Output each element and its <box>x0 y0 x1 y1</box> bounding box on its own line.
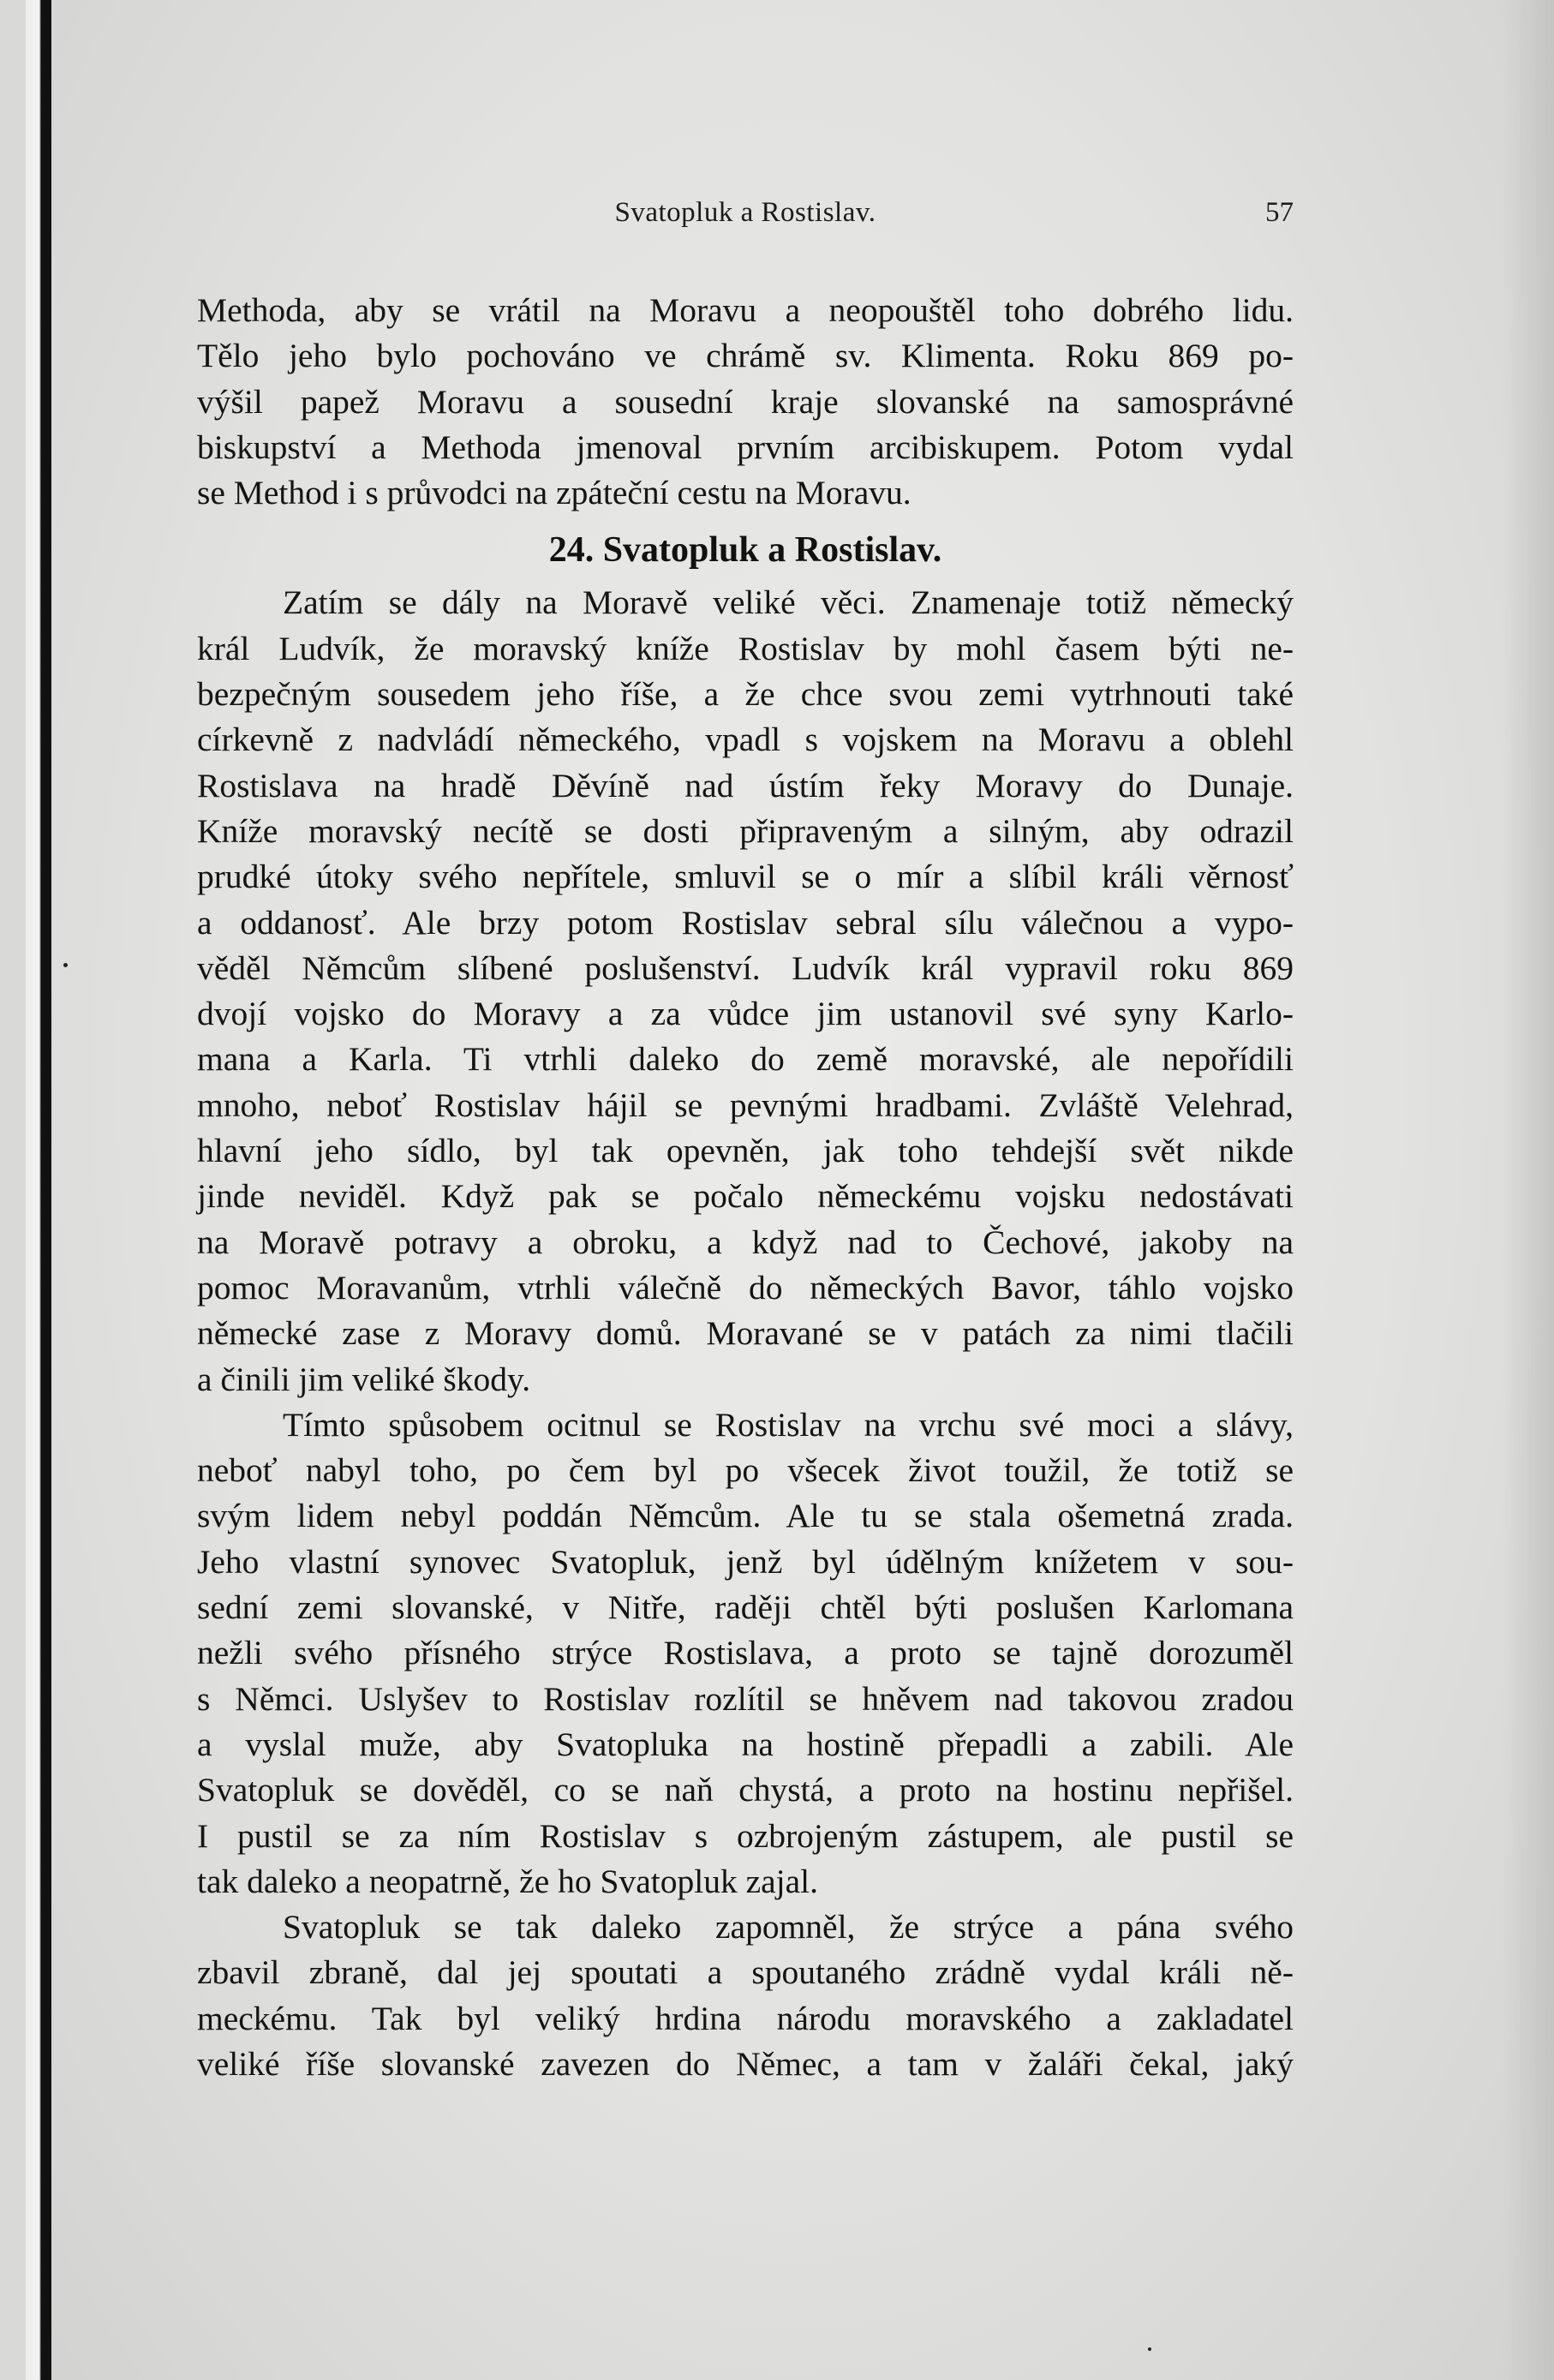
page-number: 57 <box>1265 197 1294 228</box>
text-line: se Method i s průvodci na zpáteční cestu na Moravu. <box>197 474 911 512</box>
text-line: mana a Karla. Ti vtrhli daleko do země moravské, ale nepořídili <box>197 1040 1294 1079</box>
text-line: svým lidem nebyl poddán Němcům. Ale tu se stala ošemetná zrada. <box>197 1497 1294 1535</box>
text-line: Svatopluk se dověděl, co se naň chystá, a proto na hostinu nepřišel. <box>197 1771 1294 1809</box>
text-line: pomoc Moravanům, vtrhli válečně do německých Bavor, táhlo vojsko <box>197 1268 1294 1307</box>
text-line: král Ludvík, že moravský kníže Rostislav by mohl časem býti ne- <box>197 629 1294 667</box>
text-line: výšil papež Moravu a sousední kraje slovanské na samosprávné <box>197 382 1294 421</box>
page-shadow <box>1503 0 1554 2380</box>
text-line: bezpečným sousedem jeho říše, a že chce svou zemi vytrhnouti také <box>197 675 1294 714</box>
text-line: německé zase z Moravy domů. Moravané se v patách za nimi tlačili <box>197 1314 1294 1353</box>
text-line: mnoho, neboť Rostislav hájil se pevnými hradbami. Zvláště Velehrad, <box>197 1085 1294 1124</box>
page-binding-edge <box>26 0 51 2380</box>
text-line: Tímto spůsobem ocitnul se Rostislav na vrchu své moci a slávy, <box>283 1405 1294 1444</box>
intro-paragraph <box>197 288 1294 516</box>
text-line: meckému. Tak byl veliký hrdina národu moravského a zakladatel <box>197 1999 1294 2037</box>
paragraph-3 <box>197 1905 1294 2087</box>
text-line: a vyslal muže, aby Svatopluka na hostině přepadli a zabili. Ale <box>197 1725 1294 1763</box>
print-speck <box>1148 2347 1151 2351</box>
text-line: veliké říše slovanské zavezen do Němec, a tam v žaláři čekal, jaký <box>197 2044 1294 2083</box>
running-title: Svatopluk a Rostislav. <box>614 197 876 228</box>
text-line: na Moravě potravy a obroku, a když nad to Čechové, jakoby na <box>197 1223 1294 1261</box>
running-header <box>197 197 1294 240</box>
text-line: I pustil se za ním Rostislav s ozbrojeným zástupem, ale pustil se <box>197 1816 1294 1855</box>
text-line: jinde neviděl. Když pak se počalo německému vojsku nedostávati <box>197 1177 1294 1216</box>
text-line: sední zemi slovanské, v Nitře, raději chtěl býti poslušen Karlomana <box>197 1588 1294 1627</box>
paragraph-2 <box>197 1402 1294 1905</box>
text-line: prudké útoky svého nepřítele, smluvil se o mír a slíbil králi věrnosť <box>197 858 1294 896</box>
text-line: nežli svého přísného strýce Rostislava, a proto se tajně dorozuměl <box>197 1634 1294 1672</box>
text-line: tak daleko a neopatrně, že ho Svatopluk zajal. <box>197 1862 818 1900</box>
text-line: Kníže moravský necítě se dosti připraveným a silným, aby odrazil <box>197 811 1294 850</box>
text-line: církevně z nadvládí německého, vpadl s vojskem na Moravu a oblehl <box>197 721 1294 759</box>
text-line: Jeho vlastní synovec Svatopluk, jenž byl údělným knížetem v sou- <box>197 1542 1294 1581</box>
text-line: Rostislava na hradě Děvíně nad ústím řeky Moravy do Dunaje. <box>197 766 1294 804</box>
text-line: Zatím se dály na Moravě veliké věci. Znamenaje totiž německý <box>283 583 1294 622</box>
print-speck <box>63 963 68 967</box>
text-line: dvojí vojsko do Moravy a za vůdce jim ustanovil své syny Karlo- <box>197 995 1294 1033</box>
text-line: a oddanosť. Ale brzy potom Rostislav sebral sílu válečnou a vypo- <box>197 903 1294 942</box>
text-line: Methoda, aby se vrátil na Moravu a neopouštěl toho dobrého lidu. <box>197 291 1294 329</box>
text-line: věděl Němcům slíbené poslušenství. Ludvík král vypravil roku 869 <box>197 948 1294 987</box>
text-line: Tělo jeho bylo pochováno ve chrámě sv. Klimenta. Roku 869 po- <box>197 337 1294 375</box>
text-line: Svatopluk se tak daleko zapomněl, že strýce a pána svého <box>283 1908 1294 1946</box>
text-body <box>197 288 1294 2087</box>
text-line: biskupství a Methoda jmenoval prvním arcibiskupem. Potom vydal <box>197 428 1294 466</box>
text-line: s Němci. Uslyšev to Rostislav rozlítil se hněvem nad takovou zradou <box>197 1679 1294 1718</box>
text-line: a činili jim veliké škody. <box>197 1360 531 1398</box>
text-line: zbavil zbraně, dal jej spoutati a spoutaného zrádně vydal králi ně- <box>197 1953 1294 1992</box>
paragraph-1 <box>197 580 1294 1402</box>
text-line: hlavní jeho sídlo, byl tak opevněn, jak toho tehdejší svět nikde <box>197 1132 1294 1170</box>
section-heading: 24. Svatopluk a Rostislav. <box>548 530 942 571</box>
text-line: neboť nabyl toho, po čem byl po všecek život toužil, že totiž se <box>197 1451 1294 1490</box>
